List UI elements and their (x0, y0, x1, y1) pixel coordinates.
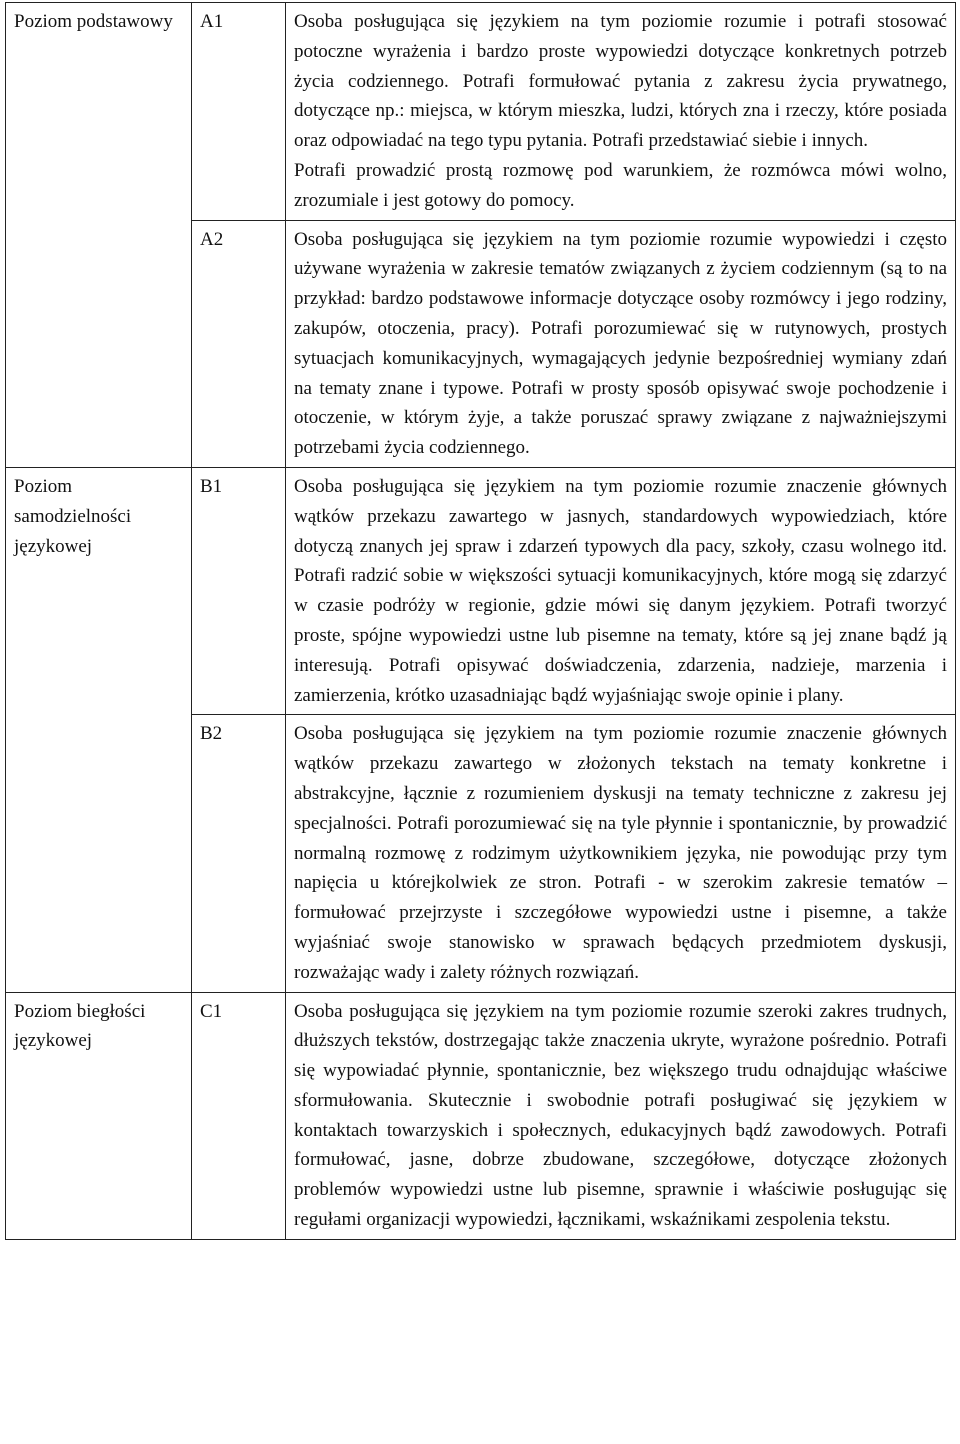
group-label: Poziom biegłości językowej (14, 1000, 146, 1052)
description-paragraph: Potrafi prowadzić prostą rozmowę pod warunkiem, że rozmówca mówi wolno, zrozumiale i jest gotowy do pomocy. (294, 159, 947, 211)
table-row-c1 (6, 992, 956, 1239)
level-code-cell (192, 467, 286, 714)
level-description-cell (286, 3, 956, 221)
table-row-a1 (6, 3, 956, 221)
level-description-cell (286, 220, 956, 467)
description-paragraph: Osoba posługująca się językiem na tym poziomie rozumie wypowiedzi i często używane wyrażenia w zakresie tematów związanych z życiem codziennym (są to na przykład: bardzo podstawowe informacje dotyczące osoby rozmówcy i jego rodziny, zakupów, otoczenia, pracy). Potrafi porozumiewać się w rutynowych, prostych sytuacjach komunikacyjnych, wymagających jedynie bezpośredniej wymiany zdań na tematy znane i typowe. Potrafi w prosty sposób opisywać swoje pochodzenie i otoczenie, w którym żyje, a także poruszać sprawy związane z najważniejszymi potrzebami życia codziennego. (294, 228, 947, 459)
description-paragraph: Osoba posługująca się językiem na tym poziomie rozumie znaczenie głównych wątków przekazu zawartego w złożonych tekstach na tematy konkretne i abstrakcyjne, łącznie z rozumieniem dyskusji na tematy techniczne z zakresu jej specjalności. Potrafi porozumiewać się na tyle płynnie i spontanicznie, by prowadzić normalną rozmowę z rodzimym użytkownikiem języka, nie powodując przy tym napięcia u którejkolwiek ze stron. Potrafi - w szerokim zakresie tematów – formułować przejrzyste i szczegółowe wypowiedzi ustne i pisemne, a także wyjaśniać swoje stanowisko w sprawach będących przedmiotem dyskusji, rozważając wady i zalety różnych rozwiązań. (294, 723, 947, 983)
level-code-cell (192, 220, 286, 467)
level-code: B1 (200, 475, 223, 497)
level-description-cell (286, 467, 956, 714)
level-code: A2 (200, 228, 224, 250)
group-cell-proficient (6, 992, 192, 1239)
proficiency-levels-table (5, 2, 956, 1240)
level-code: B2 (200, 723, 223, 745)
level-code: C1 (200, 1000, 223, 1022)
level-description-cell (286, 992, 956, 1239)
description-paragraph: Osoba posługująca się językiem na tym poziomie rozumie i potrafi stosować potoczne wyrażenia i bardzo proste wypowiedzi dotyczące konkretnych potrzeb życia codziennego. Potrafi formułować pytania z zakresu życia prywatnego, dotyczące np.: miejsca, w którym mieszka, ludzi, których zna i rzeczy, które posiada oraz odpowiadać na tego typu pytania. Potrafi przedstawiać siebie i innych. (294, 11, 947, 152)
level-code-cell (192, 992, 286, 1239)
level-code-cell (192, 3, 286, 221)
level-code: A1 (200, 11, 224, 32)
description-paragraph: Osoba posługująca się językiem na tym poziomie rozumie znaczenie głównych wątków przekazu zawartego w jasnych, standardowych wypowiedziach, które dotyczą znanych jej spraw i zdarzeń typowych dla pacy, szkoły, czasu wolnego itd. Potrafi radzić sobie w większości sytuacji komunikacyjnych, które mogą się zdarzyć w czasie podróży w regionie, gdzie mówi się danym językiem. Potrafi tworzyć proste, spójne wypowiedzi ustne lub pisemne na tematy, które są jej znane bądź ją interesują. Potrafi opisywać doświadczenia, zdarzenia, nadzieje, marzenia i zamierzenia, krótko uzasadniając bądź wyjaśniając swoje opinie i plany. (294, 475, 947, 706)
level-code-cell (192, 715, 286, 992)
level-description-cell (286, 715, 956, 992)
group-cell-independent (6, 467, 192, 992)
table-row-b1 (6, 467, 956, 714)
description-paragraph: Osoba posługująca się językiem na tym poziomie rozumie szeroki zakres trudnych, dłuższych tekstów, dostrzegając także znaczenia ukryte, wyrażone pośrednio. Potrafi się wypowiadać płynnie, spontanicznie, bez większego trudu odnajdując właściwe sformułowania. Skutecznie i swobodnie potrafi posługiwać się językiem w kontaktach towarzyskich i społecznych, edukacyjnych bądź zawodowych. Potrafi formułować, jasne, dobrze zbudowane, szczegółowe, dotyczące złożonych problemów wypowiedzi ustne lub pisemne, sprawnie i właściwie posługując się regułami organizacji wypowiedzi, łącznikami, wskaźnikami zespolenia tekstu. (294, 1000, 947, 1231)
group-label: Poziom samodzielności językowej (14, 475, 132, 557)
group-label: Poziom podstawowy (14, 11, 173, 32)
group-cell-basic (6, 3, 192, 468)
